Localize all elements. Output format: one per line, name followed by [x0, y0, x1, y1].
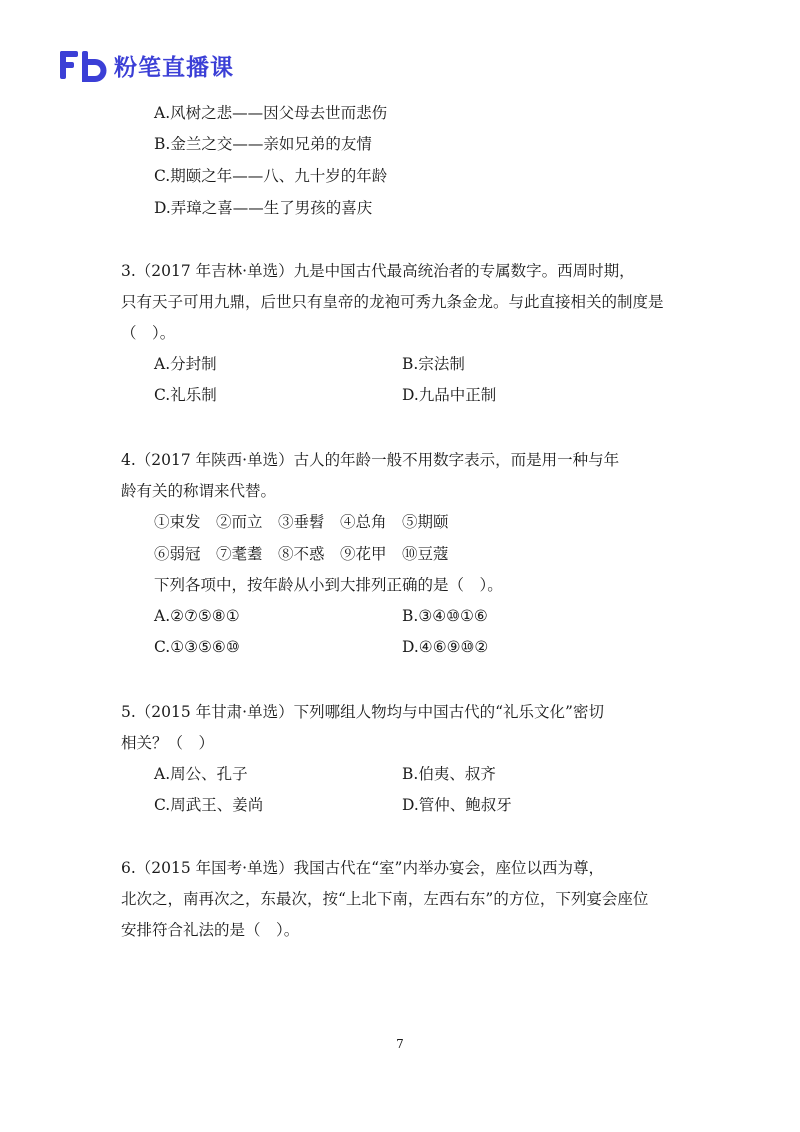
q5-option-c: C.周武王、姜尚 — [154, 796, 264, 814]
q6-stem-line2: 北次之，南再次之，东最次，按“上北下南，左西右东”的方位，下列宴会座位 — [121, 890, 649, 908]
q3-option-b: B.宗法制 — [402, 355, 465, 373]
q4-option-d: D.④⑥⑨⑩② — [402, 638, 489, 656]
brand-logo — [58, 48, 234, 82]
q3-stem-line2: 只有天子可用九鼎，后世只有皇帝的龙袍可秀九条金龙。与此直接相关的制度是 — [121, 293, 664, 311]
page-number: 7 — [396, 1037, 404, 1051]
q4-items-row1: ①束发 ②而立 ③垂髫 ④总角 ⑤期颐 — [154, 513, 449, 531]
q3-option-a: A.分封制 — [154, 355, 217, 373]
q4-items-row2: ⑥弱冠 ⑦耄耋 ⑧不惑 ⑨花甲 ⑩豆蔻 — [154, 545, 449, 563]
q3-option-d: D.九品中正制 — [402, 386, 497, 404]
logo-text: 粉笔直播课 — [114, 54, 234, 81]
q3-option-c: C.礼乐制 — [154, 386, 217, 404]
q5-option-b: B.伯夷、叔齐 — [402, 765, 496, 783]
q3-stem-line3: （ ）。 — [121, 324, 176, 342]
q2-option-c: C.期颐之年——八、九十岁的年龄 — [154, 167, 388, 185]
q4-option-c: C.①③⑤⑥⑩ — [154, 638, 240, 656]
q5-option-a: A.周公、孔子 — [154, 765, 248, 783]
q5-option-d: D.管仲、鲍叔牙 — [402, 796, 512, 814]
q5-stem-line2: 相关？（ ） — [121, 734, 215, 752]
q4-prompt: 下列各项中，按年龄从小到大排列正确的是（ ）。 — [154, 576, 503, 594]
q4-stem-line2: 龄有关的称谓来代替。 — [121, 482, 277, 500]
q2-option-d: D.弄璋之喜——生了男孩的喜庆 — [154, 199, 373, 217]
q6-stem-line1: 6.（2015 年国考·单选）我国古代在“室”内举办宴会，座位以西为尊， — [121, 859, 604, 877]
q5-stem-line1: 5.（2015 年甘肃·单选）下列哪组人物均与中国古代的“礼乐文化”密切 — [121, 703, 604, 721]
fb-logo-icon — [58, 48, 108, 82]
q4-option-a: A.②⑦⑤⑧① — [154, 607, 240, 625]
q4-stem-line1: 4.（2017 年陕西·单选）古人的年龄一般不用数字表示，而是用一种与年 — [121, 451, 620, 469]
q3-stem-line1: 3.（2017 年吉林·单选）九是中国古代最高统治者的专属数字。西周时期， — [121, 262, 635, 280]
q4-option-b: B.③④⑩①⑥ — [402, 607, 488, 625]
q6-stem-line3: 安排符合礼法的是（ ）。 — [121, 921, 300, 939]
q2-option-b: B.金兰之交——亲如兄弟的友情 — [154, 135, 372, 153]
q2-option-a: A.风树之悲——因父母去世而悲伤 — [154, 104, 388, 122]
